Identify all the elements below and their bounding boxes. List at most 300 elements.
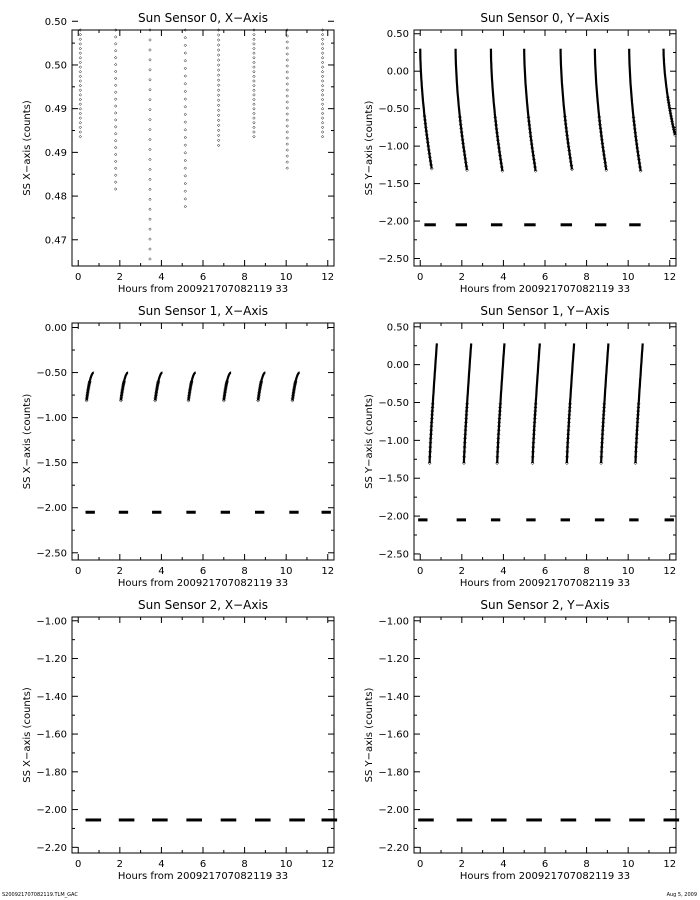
chart-title: Sun Sensor 0, X−Axis	[137, 11, 269, 25]
data-point	[321, 38, 324, 41]
x-tick-label: 6	[541, 566, 549, 577]
data-point	[184, 159, 187, 162]
x-tick-label: 0	[75, 859, 82, 870]
data-point	[149, 39, 152, 42]
y-tick-label: −2.00	[36, 503, 67, 515]
y-tick-label: 0.00	[44, 323, 67, 335]
data-point	[321, 33, 324, 36]
data-point	[321, 126, 324, 129]
data-point	[79, 89, 82, 92]
y-tick-label: −1.00	[378, 141, 409, 153]
y-tick-label: 0.50	[386, 322, 409, 334]
y-tick-label: −1.40	[36, 691, 67, 703]
x-tick-label: 8	[241, 566, 248, 577]
data-point	[253, 84, 256, 87]
data-point	[149, 208, 152, 211]
data-point	[253, 108, 256, 111]
data-series	[79, 29, 324, 261]
data-series	[418, 343, 674, 519]
data-point	[79, 47, 82, 50]
y-tick-label: 0.47	[44, 235, 67, 247]
data-point	[253, 66, 256, 69]
data-point	[79, 33, 82, 36]
data-arc	[491, 49, 503, 171]
chart-title: Sun Sensor 2, Y−Axis	[480, 598, 610, 612]
y-tick-label: 0.50	[386, 29, 409, 41]
data-point	[286, 95, 289, 98]
data-point	[217, 34, 220, 37]
data-point	[217, 79, 220, 82]
data-point	[149, 138, 152, 141]
data-point	[79, 94, 82, 97]
y-tick-label: 0.50	[44, 60, 67, 72]
data-point	[286, 101, 289, 104]
data-point	[286, 47, 289, 50]
y-axis-label: SS Y−axis (counts)	[364, 100, 375, 196]
data-point	[286, 119, 289, 122]
y-tick-label: 0.48	[44, 191, 67, 203]
data-point	[114, 181, 117, 184]
data-point	[321, 117, 324, 120]
data-point	[286, 71, 289, 74]
plot-frame	[72, 323, 334, 560]
y-tick-label: 0.49	[44, 147, 67, 159]
data-point	[184, 152, 187, 155]
x-tick-label: 8	[583, 859, 590, 870]
data-point	[253, 131, 256, 134]
x-tick-label: 8	[583, 566, 590, 577]
y-tick-label: −1.80	[36, 767, 67, 779]
y-tick-label: −2.00	[378, 511, 409, 523]
y-axis-label: SS Y−axis (counts)	[364, 394, 375, 489]
y-axis-label: SS X−axis (counts)	[22, 393, 33, 490]
x-axis-label: Hours from 200921707082119 33	[117, 284, 289, 295]
data-point	[253, 103, 256, 106]
data-point	[79, 80, 82, 83]
x-tick-label: 8	[241, 272, 248, 283]
data-series	[420, 49, 676, 225]
chart-title: Sun Sensor 0, Y−Axis	[480, 11, 610, 25]
x-tick-label: 12	[663, 859, 677, 870]
data-point	[114, 160, 117, 163]
data-point	[114, 153, 117, 156]
data-point	[253, 126, 256, 129]
x-tick-label: 0	[417, 566, 424, 577]
data-point	[217, 69, 220, 72]
x-tick-label: 10	[279, 272, 293, 283]
x-tick-label: 12	[321, 859, 335, 870]
data-point	[79, 38, 82, 41]
data-point	[114, 98, 117, 101]
x-axis-label: Hours from 200921707082119 33	[459, 871, 631, 882]
data-point	[253, 43, 256, 46]
data-point	[79, 52, 82, 55]
data-arc	[629, 49, 641, 171]
data-point	[184, 36, 187, 39]
data-point	[286, 161, 289, 164]
data-point	[184, 52, 187, 55]
data-point	[217, 89, 220, 92]
y-tick-label: −1.40	[378, 691, 409, 703]
x-tick-label: 6	[541, 859, 549, 870]
data-point	[149, 98, 152, 101]
data-arc	[464, 343, 471, 463]
y-tick-label: −2.50	[378, 549, 409, 561]
data-point	[79, 84, 82, 87]
y-tick-label: −1.20	[36, 654, 67, 666]
chart-panel-5	[364, 598, 679, 882]
data-point	[184, 44, 187, 47]
data-point	[321, 80, 324, 83]
data-point	[217, 139, 220, 142]
data-point	[184, 198, 187, 201]
data-point	[184, 175, 187, 178]
x-tick-label: 2	[458, 272, 466, 283]
y-tick-label: −1.00	[378, 435, 409, 447]
data-point	[114, 119, 117, 122]
y-axis-label: SS X−axis (counts)	[22, 100, 33, 196]
data-point	[184, 75, 187, 78]
x-tick-label: 0	[417, 272, 424, 283]
x-tick-label: 6	[199, 859, 207, 870]
data-point	[114, 49, 117, 52]
data-point	[149, 128, 152, 131]
data-point	[114, 132, 117, 135]
data-point	[114, 70, 117, 73]
data-point	[79, 75, 82, 78]
data-point	[321, 57, 324, 60]
data-point	[184, 59, 187, 62]
data-point	[114, 167, 117, 170]
data-point	[217, 134, 220, 137]
data-point	[321, 43, 324, 46]
data-point	[253, 135, 256, 138]
data-point	[184, 67, 187, 70]
data-point	[114, 126, 117, 129]
x-tick-label: 0	[75, 566, 82, 577]
data-point	[114, 84, 117, 87]
x-tick-label: 12	[663, 566, 677, 577]
data-point	[79, 98, 82, 101]
data-point	[184, 82, 187, 85]
data-point	[149, 118, 152, 121]
data-point	[217, 114, 220, 117]
chart-title: Sun Sensor 2, X−Axis	[137, 598, 269, 612]
data-point	[184, 167, 187, 170]
data-point	[79, 103, 82, 106]
x-tick-label: 4	[158, 272, 165, 283]
data-point	[184, 90, 187, 93]
data-arc	[533, 343, 540, 463]
data-point	[253, 47, 256, 50]
data-point	[321, 98, 324, 101]
footer-date: Aug 5, 2009	[666, 892, 697, 898]
x-axis-label: Hours from 200921707082119 33	[459, 578, 631, 589]
data-point	[79, 57, 82, 60]
y-tick-label: −0.50	[378, 104, 409, 116]
y-tick-label: −1.50	[378, 473, 409, 485]
data-point	[253, 61, 256, 64]
data-point	[184, 144, 187, 147]
x-tick-label: 10	[621, 272, 635, 283]
x-tick-label: 12	[321, 566, 335, 577]
y-tick-label: −2.50	[378, 254, 409, 266]
data-point	[253, 80, 256, 83]
data-point	[149, 148, 152, 151]
data-point	[184, 121, 187, 124]
data-point	[149, 198, 152, 201]
chart-title: Sun Sensor 1, Y−Axis	[480, 304, 610, 318]
x-tick-label: 2	[116, 272, 124, 283]
data-point	[321, 61, 324, 64]
x-tick-label: 0	[417, 859, 424, 870]
data-point	[321, 75, 324, 78]
data-point	[217, 94, 220, 97]
y-tick-label: −1.80	[378, 767, 409, 779]
x-tick-label: 2	[458, 566, 466, 577]
data-point	[184, 190, 187, 193]
y-tick-label: −2.20	[378, 842, 409, 854]
data-point	[217, 64, 220, 67]
data-point	[286, 149, 289, 152]
data-point	[321, 135, 324, 138]
plot-frame	[414, 617, 676, 853]
data-point	[217, 39, 220, 42]
data-point	[217, 84, 220, 87]
data-point	[286, 41, 289, 44]
data-point	[114, 63, 117, 66]
chart-panel-3	[364, 304, 676, 589]
data-point	[149, 108, 152, 111]
x-tick-label: 8	[583, 272, 590, 283]
data-point	[217, 144, 220, 147]
data-point	[217, 49, 220, 52]
plot-frame	[72, 30, 334, 266]
data-point	[286, 77, 289, 80]
y-tick-label: −0.50	[378, 398, 409, 410]
y-axis-label: SS Y−axis (counts)	[364, 687, 375, 783]
data-point	[217, 109, 220, 112]
data-point	[114, 139, 117, 142]
y-tick-label: −2.00	[378, 805, 409, 817]
data-point	[184, 128, 187, 131]
data-point	[149, 248, 152, 251]
data-point	[253, 70, 256, 73]
data-point	[79, 70, 82, 73]
plot-frame	[72, 617, 334, 853]
y-tick-label: −1.20	[378, 654, 409, 666]
data-point	[286, 89, 289, 92]
data-point	[286, 107, 289, 110]
y-tick-label: −2.00	[36, 805, 67, 817]
data-point	[286, 167, 289, 170]
data-point	[321, 70, 324, 73]
x-tick-label: 10	[279, 859, 293, 870]
data-point	[114, 43, 117, 46]
chart-panel-1	[364, 11, 677, 295]
chart-panel-4	[22, 598, 337, 882]
x-tick-label: 2	[116, 859, 124, 870]
data-point	[149, 158, 152, 161]
data-point	[114, 91, 117, 94]
data-point	[79, 135, 82, 138]
y-tick-label: −1.00	[36, 413, 67, 425]
data-point	[321, 89, 324, 92]
chart-title: Sun Sensor 1, X−Axis	[137, 304, 269, 318]
data-point	[79, 108, 82, 111]
data-point	[149, 228, 152, 231]
data-point	[114, 112, 117, 115]
data-point	[79, 112, 82, 115]
x-axis-label: Hours from 200921707082119 33	[459, 284, 631, 295]
y-tick-label: −1.60	[36, 729, 67, 741]
data-point	[286, 143, 289, 146]
data-point	[217, 104, 220, 107]
y-tick-label: −2.20	[36, 842, 67, 854]
data-point	[286, 137, 289, 140]
data-point	[149, 218, 152, 221]
data-point	[149, 238, 152, 241]
data-point	[79, 61, 82, 64]
data-point	[286, 53, 289, 56]
y-tick-label: 0.00	[386, 360, 409, 372]
data-point	[114, 36, 117, 39]
data-point	[184, 113, 187, 116]
data-point	[79, 66, 82, 69]
data-arc	[567, 343, 574, 463]
data-point	[321, 47, 324, 50]
y-tick-label: −2.50	[36, 548, 67, 560]
data-point	[79, 121, 82, 124]
data-point	[253, 89, 256, 92]
x-tick-label: 10	[621, 859, 635, 870]
data-point	[253, 75, 256, 78]
x-tick-label: 0	[75, 272, 82, 283]
data-arc	[601, 343, 608, 463]
x-tick-label: 12	[321, 272, 335, 283]
data-point	[79, 43, 82, 46]
data-arc	[430, 343, 437, 463]
data-point	[321, 94, 324, 97]
data-arc	[497, 343, 504, 463]
y-tick-label: 0.00	[386, 66, 409, 78]
x-tick-label: 10	[621, 566, 635, 577]
data-point	[184, 98, 187, 101]
data-point	[321, 112, 324, 115]
x-axis-label: Hours from 200921707082119 33	[117, 871, 289, 882]
data-point	[184, 182, 187, 185]
data-point	[321, 52, 324, 55]
data-point	[149, 168, 152, 171]
data-point	[217, 74, 220, 77]
x-tick-label: 2	[116, 566, 124, 577]
x-tick-label: 2	[458, 859, 466, 870]
x-tick-label: 4	[158, 859, 165, 870]
chart-panel-2	[22, 304, 334, 589]
data-point	[79, 131, 82, 134]
data-point	[253, 94, 256, 97]
y-tick-label: 0.49	[44, 104, 67, 116]
data-point	[184, 205, 187, 208]
x-tick-label: 4	[500, 859, 507, 870]
data-point	[114, 77, 117, 80]
data-point	[114, 174, 117, 177]
data-point	[217, 124, 220, 127]
data-series	[85, 373, 331, 513]
y-tick-label: −1.00	[378, 616, 409, 628]
data-point	[253, 117, 256, 120]
data-point	[114, 105, 117, 108]
data-point	[253, 121, 256, 124]
data-point	[149, 88, 152, 91]
y-tick-label: −1.00	[36, 616, 67, 628]
y-tick-label: 0.50	[44, 16, 67, 28]
data-point	[253, 98, 256, 101]
chart-panel-0	[22, 11, 334, 295]
data-point	[79, 117, 82, 120]
y-axis-label: SS X−axis (counts)	[22, 687, 33, 783]
data-point	[149, 49, 152, 52]
data-point	[321, 108, 324, 111]
data-point	[253, 38, 256, 41]
data-point	[286, 59, 289, 62]
y-tick-label: −0.50	[36, 368, 67, 380]
data-point	[217, 54, 220, 57]
data-point	[217, 99, 220, 102]
data-point	[149, 59, 152, 62]
x-axis-label: Hours from 200921707082119 33	[117, 578, 289, 589]
x-tick-label: 6	[199, 566, 207, 577]
y-tick-label: −2.00	[378, 216, 409, 228]
data-point	[217, 119, 220, 122]
x-tick-label: 4	[500, 272, 507, 283]
data-point	[321, 84, 324, 87]
data-point	[217, 129, 220, 132]
data-point	[321, 131, 324, 134]
data-point	[253, 33, 256, 36]
data-point	[286, 65, 289, 68]
data-point	[321, 103, 324, 106]
data-arc	[636, 343, 643, 463]
x-tick-label: 4	[500, 566, 507, 577]
y-tick-label: −1.50	[36, 458, 67, 470]
data-point	[286, 155, 289, 158]
data-point	[149, 258, 152, 261]
x-tick-label: 6	[541, 272, 549, 283]
data-point	[79, 126, 82, 129]
data-point	[286, 131, 289, 134]
data-point	[149, 69, 152, 72]
data-point	[149, 188, 152, 191]
x-tick-label: 8	[241, 859, 248, 870]
y-tick-label: −1.60	[378, 729, 409, 741]
x-tick-label: 6	[199, 272, 207, 283]
y-tick-label: −1.50	[378, 179, 409, 191]
data-point	[286, 83, 289, 86]
data-point	[217, 59, 220, 62]
data-point	[184, 105, 187, 108]
data-point	[253, 112, 256, 115]
data-point	[321, 66, 324, 69]
x-tick-label: 12	[663, 272, 677, 283]
data-point	[114, 188, 117, 191]
x-tick-label: 10	[279, 566, 293, 577]
data-point	[184, 136, 187, 139]
footer-filename: S200921707082119.TLM_GAC	[2, 892, 78, 898]
data-point	[286, 125, 289, 128]
data-point	[114, 56, 117, 59]
data-point	[149, 178, 152, 181]
